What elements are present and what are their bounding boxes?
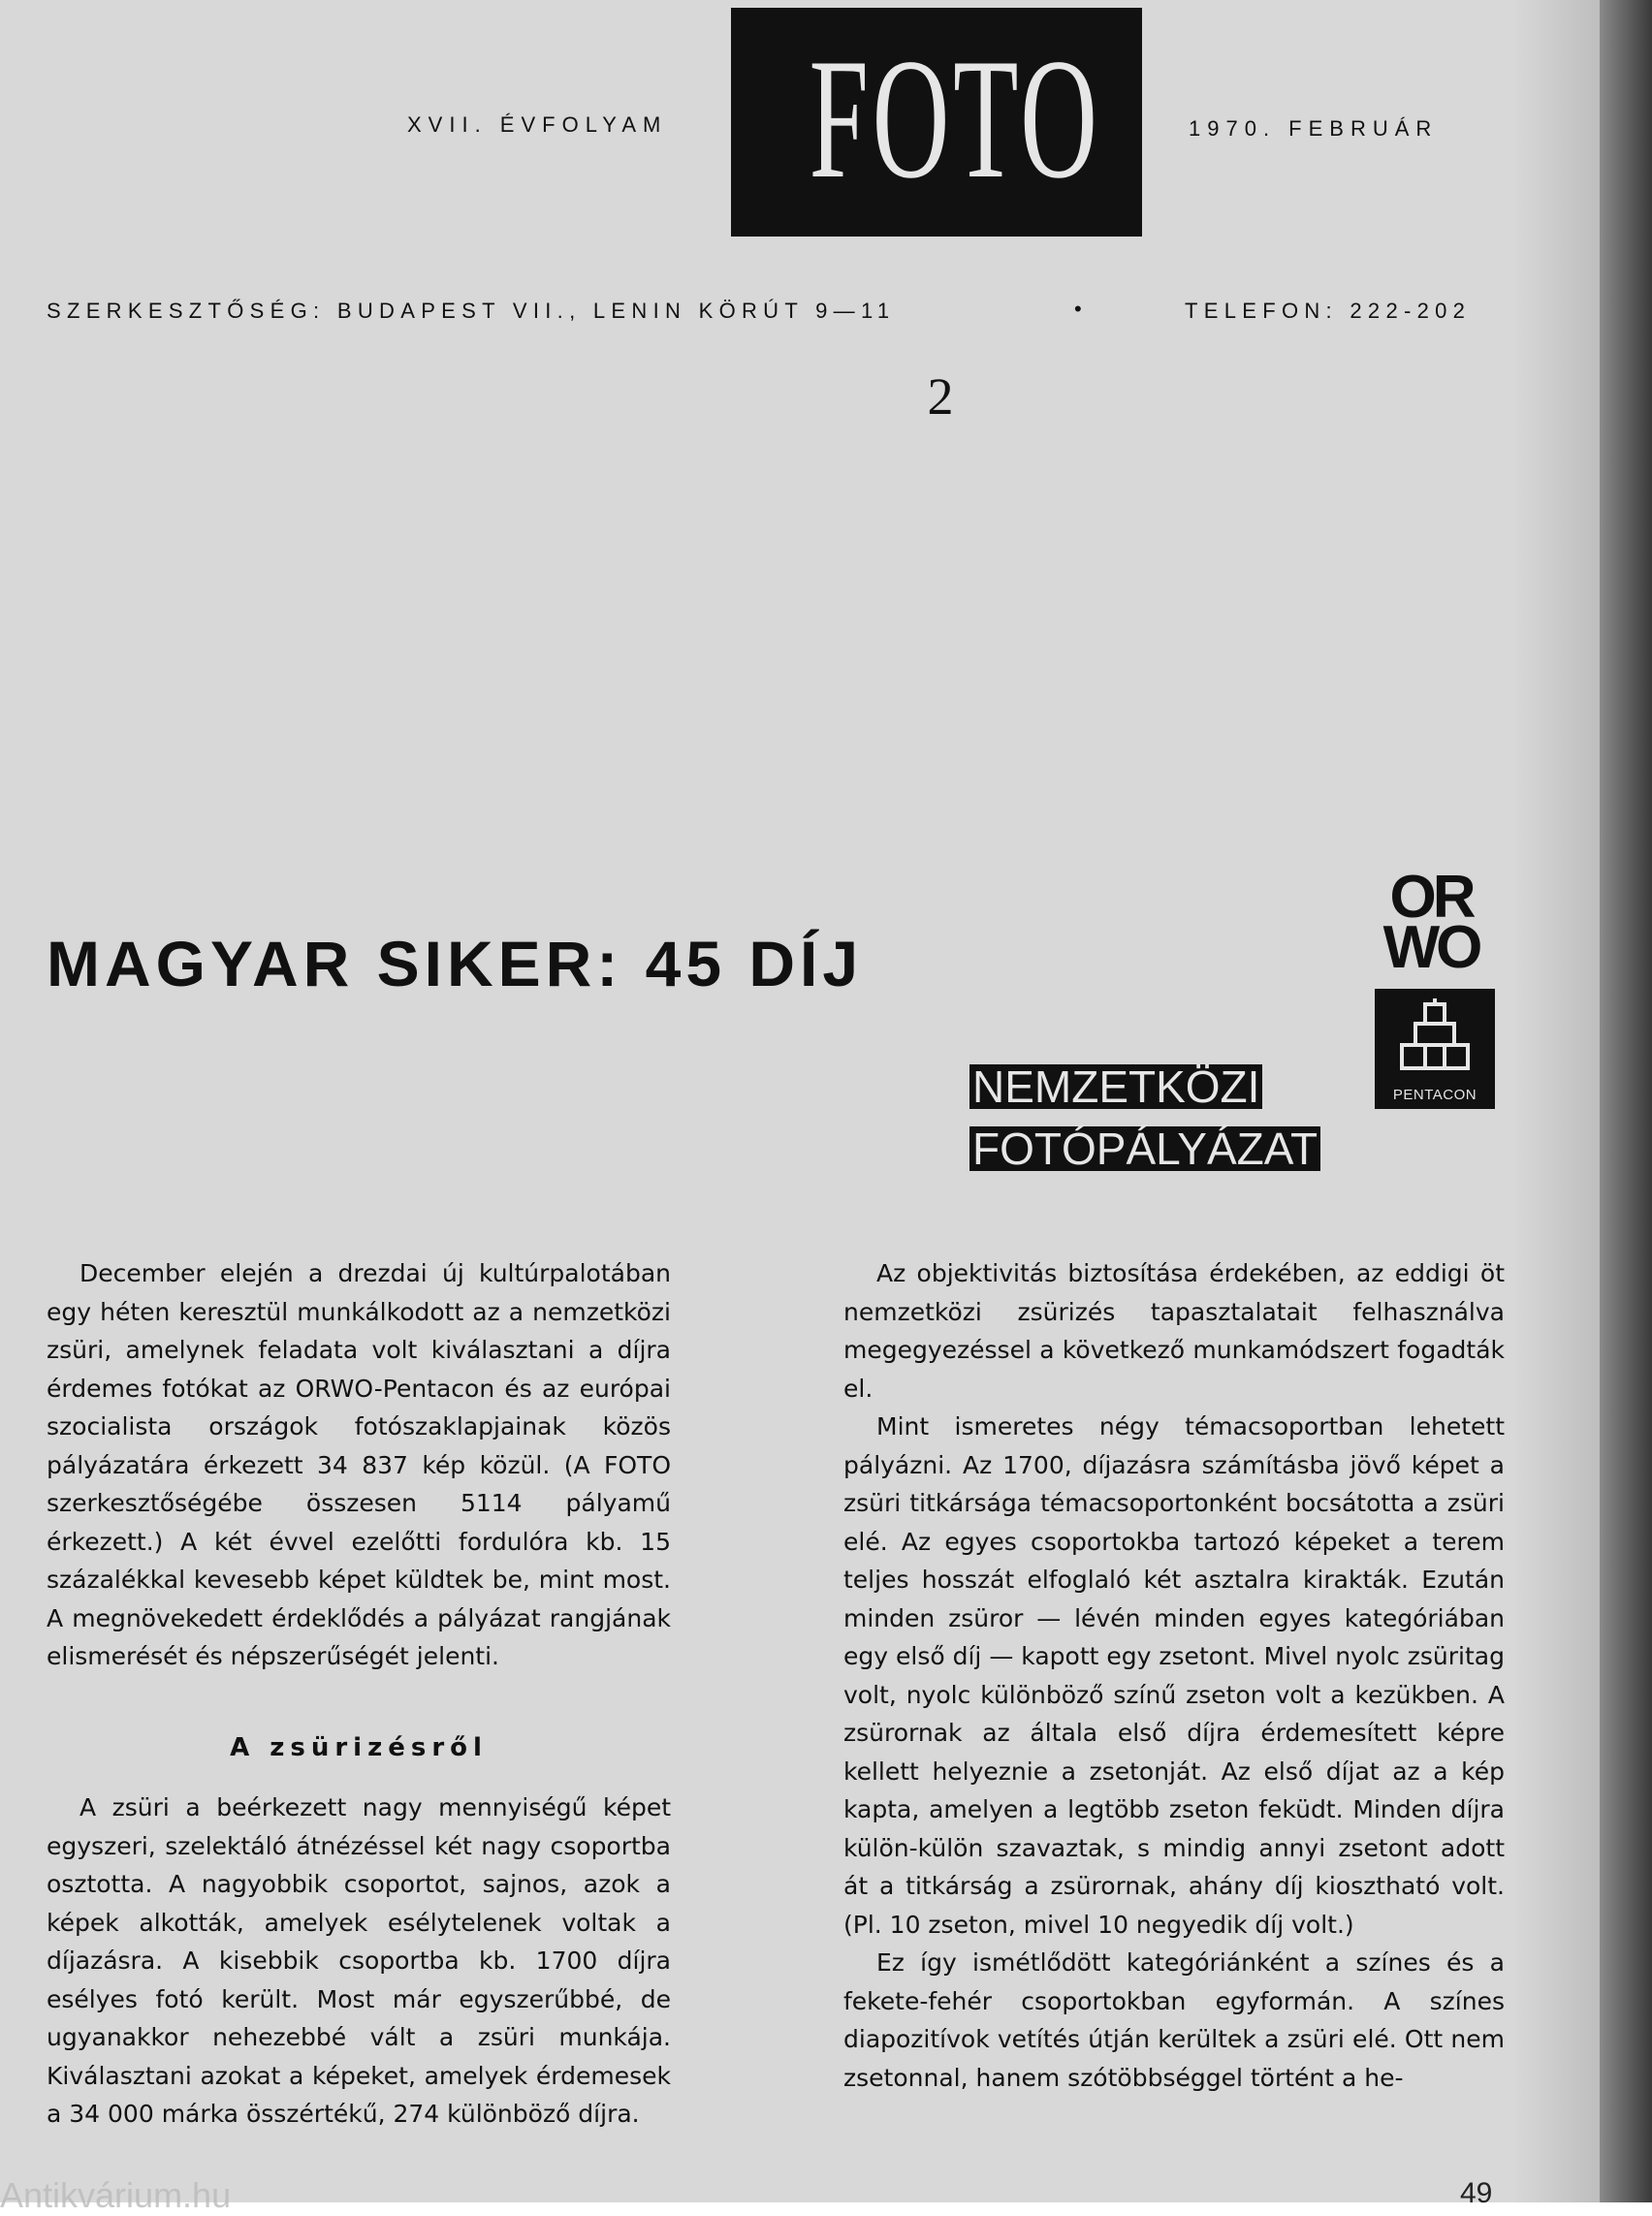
pentacon-logo <box>1375 989 1495 1109</box>
contest-title-line-1 <box>969 1061 1262 1112</box>
article-paragraph: Ez így ismétlődött kategóriánként a színes és a fekete-fehér csoportokban egyformán. A színes diapozitívok vetítés útján kerültek a zsüri elé. Ott nem zsetonnal, hanem szótöbbséggel történt a he- <box>843 1948 1505 2092</box>
address-separator: • <box>1074 297 1089 321</box>
page-number: 49 <box>1460 2177 1493 2209</box>
masthead-logo <box>731 8 1142 237</box>
section-subheading: A zsürizésről <box>230 1732 488 1762</box>
article-column-left <box>47 1254 671 2134</box>
article-paragraph: Az objektivitás biztosítása érdekében, az eddigi öt nemzetközi zsürizés tapasztalatait felhasználva megegyezéssel a következő munkamódszert fogadták el. <box>843 1259 1505 1403</box>
article-column-right <box>843 1254 1505 2097</box>
contest-title-word: NEMZETKÖZI <box>969 1064 1262 1109</box>
issue-date: 1970. FEBRUÁR <box>1189 116 1439 141</box>
orwo-logo <box>1373 864 1489 981</box>
pentacon-tower-icon <box>1396 998 1474 1078</box>
article-paragraph: A zsüri a beérkezett nagy mennyiségű képet egyszeri, szelektáló átnézéssel két nagy csoportba osztotta. A nagyobbik csoportot, sajnos, azok a képek alkották, amelyek esélytelenek voltak a díjazásra. A kisebbik csoportba kb. 1700 díjra esélyes fotó került. Most már egyszerűbbé, de ugyanakkor nehezebbé vált a zsüri munkája. Kiválasztani azokat a képeket, amelyek érdemesek a 34 000 márka összértékű, 274 különböző díjra. <box>47 1793 671 2128</box>
watermark: Antikvárium.hu <box>0 2175 232 2215</box>
article-headline: MAGYAR SIKER: 45 DÍJ <box>47 928 864 999</box>
volume-label: XVII. ÉVFOLYAM <box>407 112 668 137</box>
orwo-logo-top: OR <box>1389 864 1473 931</box>
contest-title-word: FOTÓPÁLYÁZAT <box>969 1126 1320 1171</box>
article-intro-paragraph: December elején a drezdai új kultúrpalotában egy héten keresztül munkálkodott az a nemzetközi zsüri, amelynek feladata volt kiválasztani a díjra érdemes fotókat az ORWO-Pentacon és az európai szocialista országok fotószaklapjainak közös pályázatára érkezett 34 837 kép közül. (A FOTO szerkesztőségébe összesen 5114 pályamű érkezett.) A két évvel ezelőtti fordulóra kb. 15 százalékkal kevesebb képet küldtek be, mint most. A megnövekedett érdeklődés a pályázat rangjának elismerését és népszerűségét jelenti. <box>47 1259 671 1670</box>
page-shadow <box>1512 0 1600 2202</box>
article-paragraph: Mint ismeretes négy témacsoportban lehetett pályázni. Az 1700, díjazásra számításba jövő képet a zsüri titkársága témacsoportonként bocsátotta a zsüri elé. Az egyes csoportokba tartozó képeket a terem teljes hosszát elfoglaló két asztalra kirakták. Ezután minden zsüror — lévén minden egyes kategóriában egy első díj — kapott egy zsetont. Mivel nyolc zsüritag volt, nyolc különböző színű zseton volt a kezükben. A zsürornak az általa első díjra érdemesített képre kellett helyeznie a zsetonját. Az első díjat az a kép kapta, amelyen a legtöbb zseton feküdt. Minden díjra külön-külön szavaztak, s mindig annyi zsetont adott át a titkárság a zsürornak, ahány díj kiosztható volt. (Pl. 10 zseton, mivel 10 negyedik díj volt.) <box>843 1412 1505 1939</box>
pentacon-logo-label: PENTACON <box>1392 1087 1477 1103</box>
phone-number: TELEFON: 222-202 <box>1185 299 1472 323</box>
contest-title-line-2 <box>969 1124 1320 1174</box>
page-binding-edge <box>1600 0 1652 2202</box>
editorial-address: SZERKESZTŐSÉG: BUDAPEST VII., LENIN KÖRÚT 9—11 <box>47 299 896 323</box>
orwo-logo-bottom: WO <box>1382 914 1479 981</box>
masthead-title: FOTO <box>809 22 1101 214</box>
issue-number: 2 <box>927 367 954 426</box>
